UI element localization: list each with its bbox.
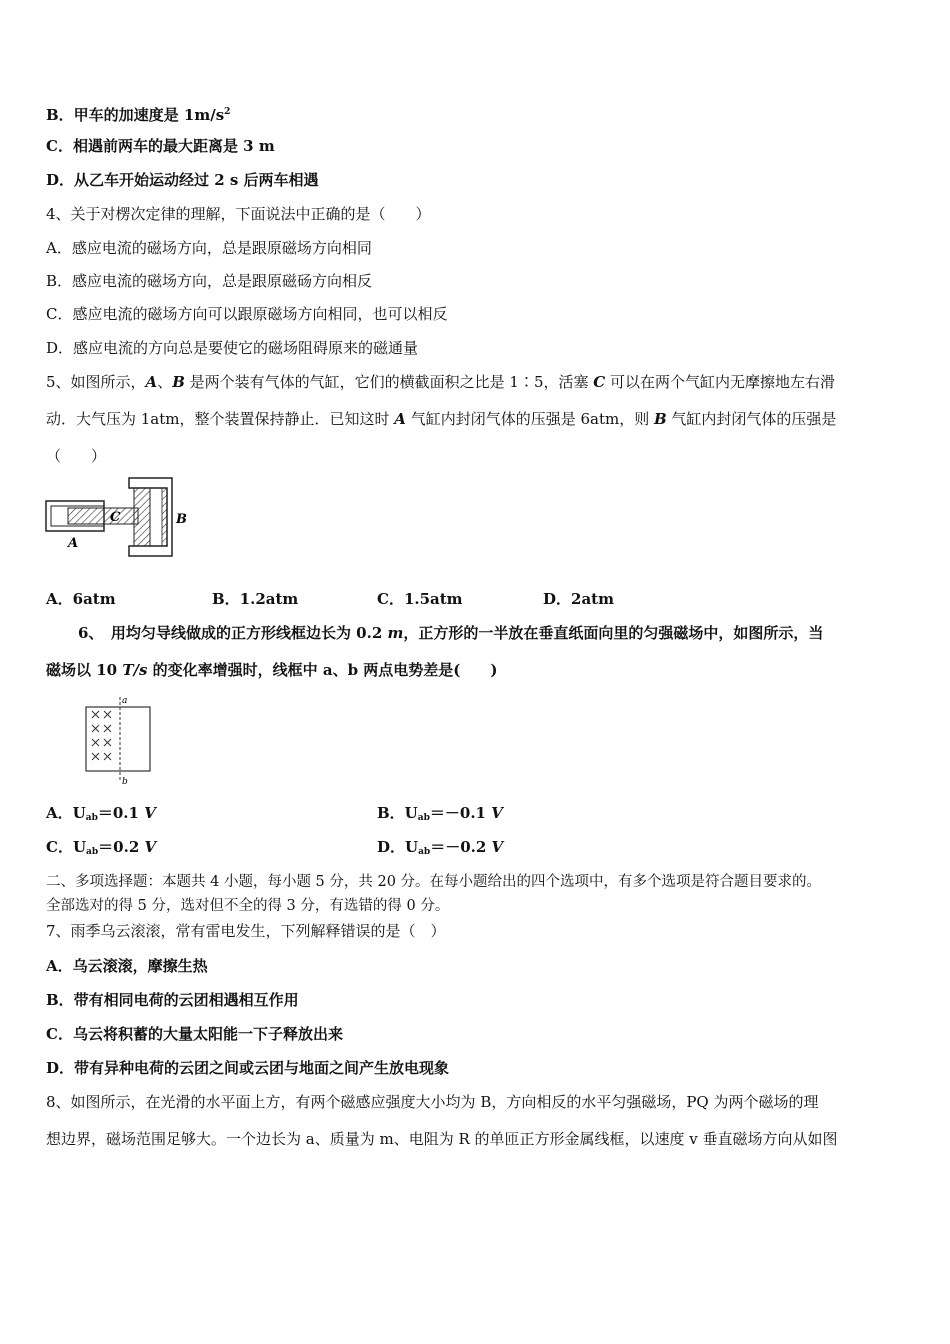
gas-cylinder-figure: [44, 476, 194, 560]
q7-option-c: C．乌云将积蓄的大量太阳能一下子释放出来: [46, 1025, 343, 1043]
q7-stem: 7、雨季乌云滚滚，常有雷电发生，下列解释错误的是（ ）: [46, 922, 446, 940]
q4-stem: 4、关于对楞次定律的理解，下面说法中正确的是（ ）: [46, 205, 431, 223]
q6-option-b: B．$U_{ab}=-0.1$ V: [377, 804, 503, 823]
q5-stem-line2: 动．大气压为 1atm，整个装置保持静止．已知这时 A 气缸内封闭气体的压强是 6atm，则 B 气缸内封闭气体的压强是: [46, 410, 837, 428]
q5-stem-line3: （ ）: [46, 447, 107, 465]
fig-label-c: C: [110, 510, 121, 525]
q6-option-a: A．$U_{ab}=0.1$ V: [46, 804, 156, 823]
q7-option-d: D．带有异种电荷的云团之间或云团与地面之间产生放电现象: [46, 1059, 450, 1077]
q5-option-d: D．2atm: [543, 590, 614, 608]
q7-option-b: B．带有相同电荷的云团相遇相互作用: [46, 991, 299, 1009]
q5-option-b: B．1.2atm: [212, 590, 299, 608]
q4-option-a: A．感应电流的磁场方向，总是跟原磁场方向相同: [46, 239, 372, 257]
q3-option-d: D．从乙车开始运动经过 2 s 后两车相遇: [46, 171, 319, 189]
square-loop-figure: [82, 694, 156, 786]
q6-stem-line2: 磁场以 10 T/s 的变化率增强时，线框中 a、b 两点电势差是( ): [46, 661, 498, 679]
fig-label-b: b: [122, 777, 128, 786]
fig-label-b: B: [176, 512, 187, 527]
fig-label-a: A: [68, 536, 79, 551]
fig-label-a: a: [122, 696, 128, 706]
q3-option-c: C．相遇前两车的最大距离是 3 m: [46, 137, 275, 155]
q8-stem-line2: 想边界，磁场范围足够大。一个边长为 a、质量为 m、电阻为 R 的单匝正方形金属线框，以速度 v 垂直磁场方向从如图: [46, 1130, 838, 1148]
section2-heading-line1: 二、多项选择题：本题共 4 小题，每小题 5 分，共 20 分。在每小题给出的四个选项中，有多个选项是符合题目要求的。: [46, 874, 822, 890]
q4-option-d: D．感应电流的方向总是要使它的磁场阻碍原来的磁通量: [46, 339, 419, 357]
q5-option-c: C．1.5atm: [377, 590, 463, 608]
q4-option-c: C．感应电流的磁场方向可以跟原磁场方向相同，也可以相反: [46, 305, 448, 323]
q5-stem-line1: 5、如图所示，A、B 是两个装有气体的气缸，它们的横截面积之比是 1∶5，活塞 C 可以在两个气缸内无摩擦地左右滑: [46, 373, 836, 391]
q3-option-b: B．甲车的加速度是 $1m/s^2$: [46, 106, 231, 124]
q6-option-d: D．$U_{ab}=-0.2$ V: [377, 838, 504, 857]
q8-stem-line1: 8、如图所示，在光滑的水平面上方，有两个磁感应强度大小均为 B，方向相反的水平匀强磁场，PQ 为两个磁场的理: [46, 1093, 819, 1111]
q6-option-c: C．$U_{ab}=0.2$ V: [46, 838, 157, 857]
q6-stem-line1: 6、 用均匀导线做成的正方形线框边长为 0.2 m，正方形的一半放在垂直纸面向里的匀强磁场中，如图所示，当: [78, 624, 824, 642]
q5-option-a: A．6atm: [46, 590, 116, 608]
section2-heading-line2: 全部选对的得 5 分，选对但不全的得 3 分，有选错的得 0 分。: [46, 898, 450, 914]
q4-option-b: B．感应电流的磁场方向，总是跟原磁砀方向相反: [46, 272, 373, 290]
q7-option-a: A．乌云滚滚，摩擦生热: [46, 957, 208, 975]
